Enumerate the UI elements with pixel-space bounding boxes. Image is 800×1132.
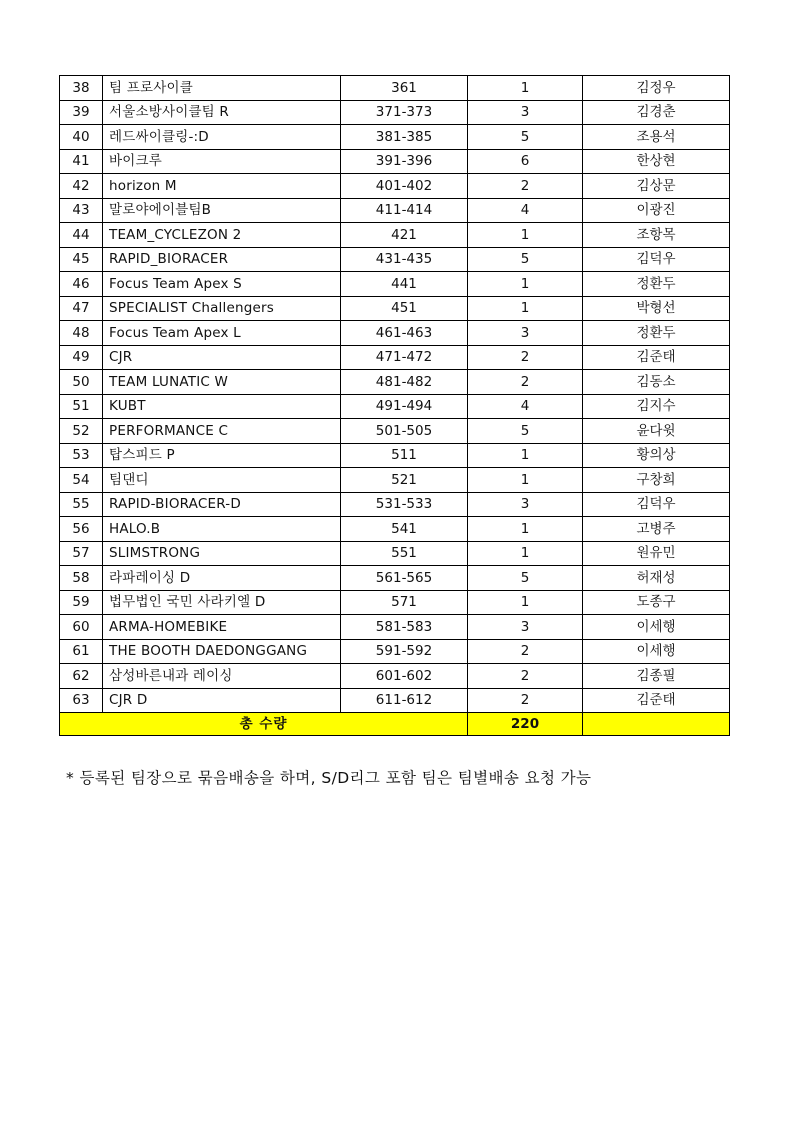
number-range-cell: 481-482 — [341, 370, 468, 395]
number-range-cell: 421 — [341, 223, 468, 248]
team-name-cell: KUBT — [103, 394, 341, 419]
team-name-cell: 팀댄디 — [103, 468, 341, 493]
team-leader-cell: 조용석 — [583, 125, 730, 150]
row-number-cell: 52 — [60, 419, 103, 444]
quantity-cell: 5 — [468, 566, 583, 591]
number-range-cell: 601-602 — [341, 664, 468, 689]
team-name-cell: 삼성바른내과 레이싱 — [103, 664, 341, 689]
quantity-cell: 6 — [468, 149, 583, 174]
row-number-cell: 51 — [60, 394, 103, 419]
table-row — [60, 541, 730, 566]
table-row — [60, 492, 730, 517]
number-range-cell: 561-565 — [341, 566, 468, 591]
table-row — [60, 174, 730, 199]
number-range-cell: 591-592 — [341, 639, 468, 664]
table-row — [60, 517, 730, 542]
row-number-cell: 53 — [60, 443, 103, 468]
team-name-cell: 레드싸이클링-:D — [103, 125, 341, 150]
team-leader-cell: 황의상 — [583, 443, 730, 468]
quantity-cell: 1 — [468, 443, 583, 468]
quantity-cell: 1 — [468, 590, 583, 615]
team-name-cell: 팀 프로사이클 — [103, 76, 341, 101]
quantity-cell: 2 — [468, 664, 583, 689]
table-row — [60, 223, 730, 248]
table-row — [60, 76, 730, 101]
team-name-cell: HALO.B — [103, 517, 341, 542]
number-range-cell: 551 — [341, 541, 468, 566]
team-name-cell: ARMA-HOMEBIKE — [103, 615, 341, 640]
team-leader-cell: 정환두 — [583, 272, 730, 297]
team-leader-cell: 박형선 — [583, 296, 730, 321]
table-row — [60, 615, 730, 640]
table-row — [60, 443, 730, 468]
table-row — [60, 639, 730, 664]
number-range-cell: 451 — [341, 296, 468, 321]
footnote: * 등록된 팀장으로 묶음배송을 하며, S/D리그 포함 팀은 팀별배송 요청 가능 — [66, 769, 592, 787]
number-range-cell: 521 — [341, 468, 468, 493]
table-row — [60, 149, 730, 174]
quantity-cell: 5 — [468, 247, 583, 272]
team-leader-cell: 구창희 — [583, 468, 730, 493]
row-number-cell: 40 — [60, 125, 103, 150]
total-label: 총 수량 — [60, 713, 468, 736]
table-row — [60, 394, 730, 419]
number-range-cell: 541 — [341, 517, 468, 542]
team-name-cell: 말로야에이블팀B — [103, 198, 341, 223]
team-leader-cell: 도종구 — [583, 590, 730, 615]
number-range-cell: 471-472 — [341, 345, 468, 370]
table-row — [60, 664, 730, 689]
team-name-cell: 탑스피드 P — [103, 443, 341, 468]
team-leader-cell: 김정우 — [583, 76, 730, 101]
team-leader-cell: 이광진 — [583, 198, 730, 223]
quantity-cell: 1 — [468, 517, 583, 542]
table-row — [60, 468, 730, 493]
row-number-cell: 61 — [60, 639, 103, 664]
team-name-cell: CJR D — [103, 688, 341, 713]
row-number-cell: 39 — [60, 100, 103, 125]
team-leader-cell: 김상문 — [583, 174, 730, 199]
team-leader-cell: 김덕우 — [583, 492, 730, 517]
team-name-cell: 법무법인 국민 사라키엘 D — [103, 590, 341, 615]
quantity-cell: 5 — [468, 125, 583, 150]
number-range-cell: 531-533 — [341, 492, 468, 517]
total-quantity: 220 — [468, 713, 583, 736]
quantity-cell: 2 — [468, 345, 583, 370]
row-number-cell: 49 — [60, 345, 103, 370]
number-range-cell: 441 — [341, 272, 468, 297]
team-leader-cell: 윤다윗 — [583, 419, 730, 444]
quantity-cell: 1 — [468, 296, 583, 321]
quantity-cell: 1 — [468, 468, 583, 493]
quantity-cell: 2 — [468, 639, 583, 664]
quantity-cell: 3 — [468, 100, 583, 125]
quantity-cell: 3 — [468, 492, 583, 517]
table-row — [60, 272, 730, 297]
team-leader-cell: 한상현 — [583, 149, 730, 174]
table-row — [60, 419, 730, 444]
number-range-cell: 461-463 — [341, 321, 468, 346]
team-name-cell: Focus Team Apex L — [103, 321, 341, 346]
row-number-cell: 38 — [60, 76, 103, 101]
table-row — [60, 100, 730, 125]
row-number-cell: 56 — [60, 517, 103, 542]
team-leader-cell: 고병주 — [583, 517, 730, 542]
table-row — [60, 321, 730, 346]
team-leader-cell: 이세행 — [583, 639, 730, 664]
row-number-cell: 48 — [60, 321, 103, 346]
number-range-cell: 491-494 — [341, 394, 468, 419]
table-row — [60, 296, 730, 321]
team-leader-cell: 김덕우 — [583, 247, 730, 272]
row-number-cell: 46 — [60, 272, 103, 297]
table-row — [60, 370, 730, 395]
number-range-cell: 581-583 — [341, 615, 468, 640]
row-number-cell: 59 — [60, 590, 103, 615]
row-number-cell: 41 — [60, 149, 103, 174]
quantity-cell: 4 — [468, 198, 583, 223]
quantity-cell: 4 — [468, 394, 583, 419]
total-row — [60, 713, 730, 736]
row-number-cell: 57 — [60, 541, 103, 566]
team-name-cell: TEAM_CYCLEZON 2 — [103, 223, 341, 248]
team-name-cell: THE BOOTH DAEDONGGANG — [103, 639, 341, 664]
row-number-cell: 42 — [60, 174, 103, 199]
quantity-cell: 5 — [468, 419, 583, 444]
number-range-cell: 501-505 — [341, 419, 468, 444]
row-number-cell: 54 — [60, 468, 103, 493]
row-number-cell: 44 — [60, 223, 103, 248]
team-leader-cell: 김준태 — [583, 688, 730, 713]
number-range-cell: 411-414 — [341, 198, 468, 223]
team-leader-cell: 김동소 — [583, 370, 730, 395]
team-name-cell: TEAM LUNATIC W — [103, 370, 341, 395]
row-number-cell: 62 — [60, 664, 103, 689]
table-row — [60, 566, 730, 591]
team-name-cell: RAPID-BIORACER-D — [103, 492, 341, 517]
total-leader-cell — [583, 713, 730, 736]
table-row — [60, 125, 730, 150]
team-order-table — [59, 75, 730, 736]
number-range-cell: 361 — [341, 76, 468, 101]
team-leader-cell: 조항목 — [583, 223, 730, 248]
number-range-cell: 431-435 — [341, 247, 468, 272]
quantity-cell: 2 — [468, 174, 583, 199]
row-number-cell: 47 — [60, 296, 103, 321]
number-range-cell: 511 — [341, 443, 468, 468]
row-number-cell: 60 — [60, 615, 103, 640]
number-range-cell: 391-396 — [341, 149, 468, 174]
number-range-cell: 611-612 — [341, 688, 468, 713]
row-number-cell: 50 — [60, 370, 103, 395]
team-name-cell: SLIMSTRONG — [103, 541, 341, 566]
quantity-cell: 1 — [468, 223, 583, 248]
team-name-cell: 서울소방사이클팀 R — [103, 100, 341, 125]
table-body — [60, 76, 730, 736]
table-row — [60, 590, 730, 615]
team-name-cell: Focus Team Apex S — [103, 272, 341, 297]
row-number-cell: 45 — [60, 247, 103, 272]
quantity-cell: 3 — [468, 615, 583, 640]
row-number-cell: 55 — [60, 492, 103, 517]
number-range-cell: 381-385 — [341, 125, 468, 150]
row-number-cell: 63 — [60, 688, 103, 713]
team-leader-cell: 이세행 — [583, 615, 730, 640]
team-name-cell: horizon M — [103, 174, 341, 199]
team-name-cell: PERFORMANCE C — [103, 419, 341, 444]
team-leader-cell: 원유민 — [583, 541, 730, 566]
team-leader-cell: 정환두 — [583, 321, 730, 346]
team-name-cell: CJR — [103, 345, 341, 370]
team-leader-cell: 허재성 — [583, 566, 730, 591]
table-row — [60, 198, 730, 223]
quantity-cell: 2 — [468, 370, 583, 395]
team-leader-cell: 김지수 — [583, 394, 730, 419]
quantity-cell: 1 — [468, 541, 583, 566]
quantity-cell: 2 — [468, 688, 583, 713]
table-row — [60, 345, 730, 370]
team-leader-cell: 김종필 — [583, 664, 730, 689]
number-range-cell: 571 — [341, 590, 468, 615]
team-leader-cell: 김준태 — [583, 345, 730, 370]
quantity-cell: 3 — [468, 321, 583, 346]
row-number-cell: 58 — [60, 566, 103, 591]
team-name-cell: RAPID_BIORACER — [103, 247, 341, 272]
table-row — [60, 247, 730, 272]
quantity-cell: 1 — [468, 272, 583, 297]
table-row — [60, 688, 730, 713]
team-leader-cell: 김경춘 — [583, 100, 730, 125]
team-name-cell: 바이크루 — [103, 149, 341, 174]
number-range-cell: 401-402 — [341, 174, 468, 199]
team-name-cell: 라파레이싱 D — [103, 566, 341, 591]
number-range-cell: 371-373 — [341, 100, 468, 125]
row-number-cell: 43 — [60, 198, 103, 223]
quantity-cell: 1 — [468, 76, 583, 101]
team-name-cell: SPECIALIST Challengers — [103, 296, 341, 321]
